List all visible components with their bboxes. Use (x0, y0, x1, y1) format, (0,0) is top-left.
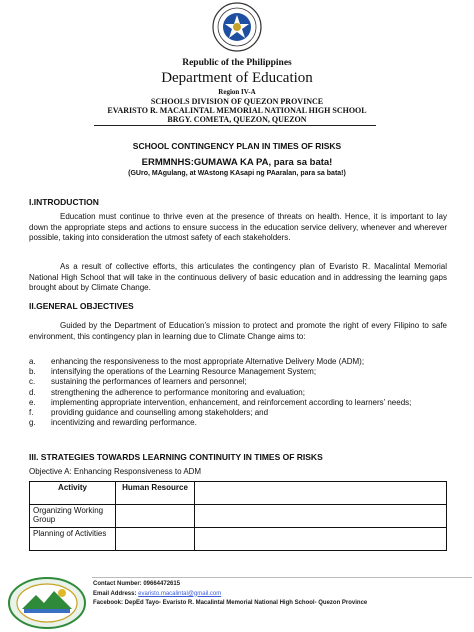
table-cell: Planning of Activities (30, 528, 116, 551)
list-item: e. implementing appropriate intervention, enhancement, and reinforcement according to learners’ needs; (29, 397, 412, 407)
school-motto: ERMMNHS:GUMAWA KA PA, para sa bata! (141, 157, 333, 168)
header-school: EVARISTO R. MACALINTAL MEMORIAL NATIONAL HIGH SCHOOL (107, 106, 367, 115)
table-row (30, 528, 447, 551)
header-address: BRGY. COMETA, QUEZON, QUEZON (167, 115, 307, 124)
school-logo-icon (6, 575, 88, 631)
objectives-list (29, 357, 447, 428)
header-division: SCHOOLS DIVISION OF QUEZON PROVINCE (150, 97, 324, 106)
list-item: d. strengthening the adherence to performance monitoring and evaluation; (29, 387, 305, 397)
list-item: g. incentivizing and rewarding performance. (29, 418, 197, 428)
table-row (30, 505, 447, 528)
list-item: f. providing guidance and counselling among stakeholders; and (29, 408, 269, 418)
footer-facebook: Facebook: DepEd Tayo- Evaristo R. Macalintal Memorial National High School- Quezon Province (93, 600, 368, 606)
footer-contact-block (93, 580, 367, 609)
table-header-activity: Activity (30, 482, 116, 505)
list-item: c. sustaining the performances of learners and personnel; (29, 377, 247, 387)
table-cell: Organizing Working Group (30, 505, 116, 528)
objective-a-label: Objective A: Enhancing Responsiveness to ADM (29, 467, 202, 476)
header-divider (94, 125, 376, 126)
footer-contact-number: Contact Number: 09664472615 (93, 581, 181, 587)
table-cell (116, 505, 195, 528)
objectives-paragraph: Guided by the Department of Education’s mission to protect and promote the right of every Filipino to safe environment, this contingency plan in learning due to Climate Change aims to: (29, 321, 447, 341)
motto-expansion: (GUro, MAgulang, at WAstong KAsapi ng PAaralan, para sa bata!) (128, 170, 346, 177)
table-header-blank (195, 482, 447, 505)
strategy-table (29, 481, 447, 551)
header-republic: Republic of the Philippines (182, 58, 292, 68)
table-cell (116, 528, 195, 551)
footer-email-label: Email Address: (93, 590, 139, 597)
footer-email-line (93, 590, 367, 600)
deped-seal-icon (212, 2, 262, 52)
list-item: b. intensifying the operations of the Learning Resource Management System; (29, 367, 317, 377)
table-cell (195, 528, 447, 551)
section-heading-strategies: III. STRATEGIES TOWARDS LEARNING CONTINUITY IN TIMES OF RISKS (29, 452, 323, 462)
table-header-human-resource: Human Resource (116, 482, 195, 505)
document-title: SCHOOL CONTINGENCY PLAN IN TIMES OF RISKS (132, 141, 342, 151)
footer-divider (92, 577, 472, 578)
section-heading-objectives: II.GENERAL OBJECTIVES (29, 301, 134, 311)
introduction-paragraph-1: Education must continue to thrive even at the presence of threats on health. Hence, it is important to lay down the appropriate steps and actions to ensure success in the education service delivery, whenever and wherever possible, taking into consideration the utmost safety of each stakeholders. (29, 212, 447, 242)
introduction-paragraph-2: As a result of collective efforts, this articulates the contingency plan of Evaristo R. Macalintal Memorial National High School that will take in the continuous delivery of basic education and in addressing the learning gaps brought about by Climate Change. (29, 262, 447, 292)
header-region: Region IV-A (218, 88, 256, 96)
list-item: a. enhancing the responsiveness to the most appropriate Alternative Delivery Mode (ADM); (29, 357, 365, 366)
section-heading-introduction: I.INTRODUCTION (29, 197, 99, 207)
header-department: Department of Education (161, 70, 313, 86)
table-header-row (30, 482, 447, 505)
email-link[interactable]: evaristo.macalintal@gmail.com (138, 590, 222, 597)
table-cell (195, 505, 447, 528)
